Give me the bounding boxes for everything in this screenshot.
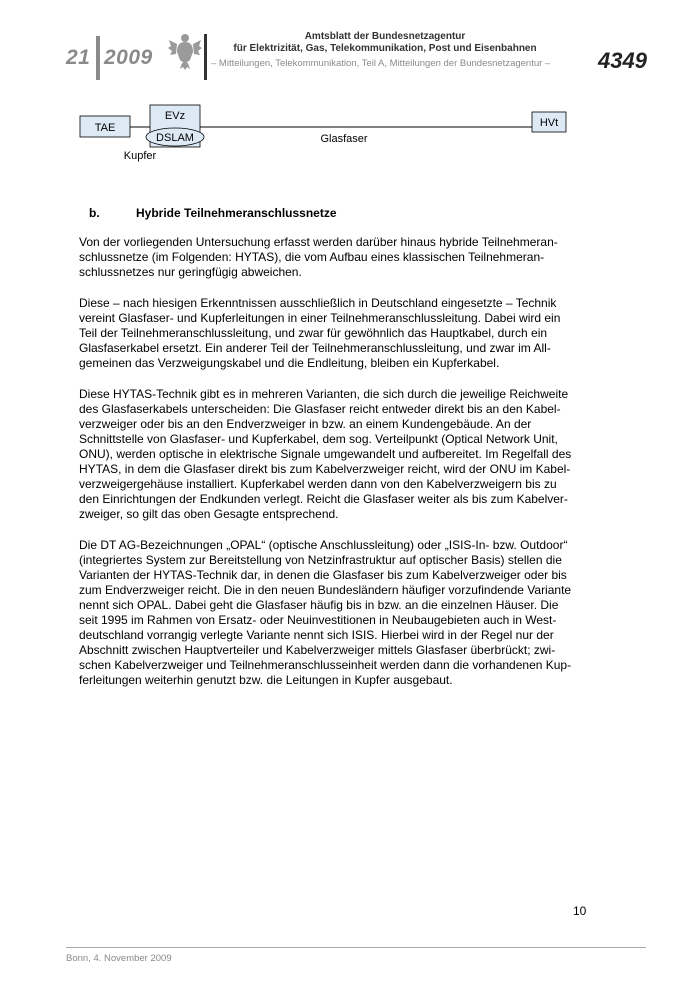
glasfaser-label: Glasfaser	[320, 133, 368, 145]
text-line: deutschland vorrangig verlegte Variante nennt sich ISIS. Hierbei wird in der Regel nur der	[79, 628, 554, 642]
text-line: Schnittstelle von Glasfaser- und Kupferkabel, dem sog. Verteilpunkt (Optical Network Unit,	[79, 432, 558, 446]
body-text	[79, 235, 599, 704]
text-line: nennt sich OPAL. Dabei geht die Glasfaser häufig bis in bzw. an die einzelnen Häuser. Die	[79, 598, 559, 612]
paragraph	[79, 235, 599, 280]
text-line: Abschnitt zwischen Hauptverteiler und Kabelverzweiger mittels Glasfaser überbrückt; zwi-	[79, 643, 556, 657]
text-line: schen Kabelverzweiger und Teilnehmeranschlusseinheit werden dann die vorhandenen Kup-	[79, 658, 572, 672]
text-line: HYTAS, in dem die Glasfaser direkt bis zum Kabelverzweiger reicht, wird der ONU im Kabel-	[79, 462, 571, 476]
kupfer-label: Kupfer	[123, 150, 157, 162]
text-line: verzweigergehäuse installiert. Kupferkabel werden dann von den Kabelverzweigern bis zu	[79, 477, 557, 491]
tae-label: TAE	[94, 122, 116, 134]
evz-label: EVz	[164, 110, 186, 122]
text-line: Diese HYTAS-Technik gibt es in mehreren Varianten, die sich durch die jeweilige Reichweite	[79, 387, 569, 401]
text-line: (integriertes System zur Bereitstellung von Netzinfrastruktur auf optischer Basis) stellen die	[79, 553, 562, 567]
journal-subtitle: für Elektrizität, Gas, Telekommunikation, Post und Eisenbahnen	[233, 43, 537, 54]
footer-divider	[66, 947, 646, 948]
text-line: verzweiger oder bis an den Endverzweiger in bzw. an einem Kundengebäude. An der	[79, 417, 532, 431]
text-line: Varianten der HYTAS-Technik dar, in denen die Glasfaser bis zum Kabelverzweiger oder bis	[79, 568, 567, 582]
text-line: zweiger, so gilt das oben Gesagte entsprechend.	[79, 507, 339, 521]
federal-eagle-icon	[168, 30, 202, 70]
text-line: den Einrichtungen der Endkunden verlegt. Reicht die Glasfaser weiter als bis zum Kabelver-	[79, 492, 568, 506]
issue-number: 21	[66, 46, 91, 69]
footer-place-date: Bonn, 4. November 2009	[66, 953, 172, 964]
section-letter: b.	[89, 206, 100, 220]
header-divider-dark	[204, 34, 207, 80]
paragraph	[79, 538, 599, 688]
journal-section: – Mitteilungen, Telekommunikation, Teil A, Mitteilungen der Bundesnetzagentur –	[211, 58, 551, 69]
text-line: gemeinen das Verzweigungskabel und die Endleitung, bleiben ein Kupferkabel.	[79, 356, 500, 370]
text-line: ferleitungen weiterhin genutzt bzw. die Leitungen in Kupfer ausgebaut.	[79, 673, 453, 687]
journal-page-number: 4349	[598, 48, 647, 73]
hvt-label: HVt	[539, 117, 559, 129]
text-line: schlussnetze (im Folgenden: HYTAS), die vom Aufbau eines klassischen Teilnehmeran-	[79, 250, 545, 264]
text-line: schlussnetzes nur geringfügig abweichen.	[79, 265, 302, 279]
text-line: seit 1995 im Rahmen von Ersatz- oder Neuinvestitionen in Neubaugebieten auch in West-	[79, 613, 557, 627]
text-line: Von der vorliegenden Untersuchung erfasst werden darüber hinaus hybride Teilnehmeran-	[79, 235, 558, 249]
header-divider	[96, 36, 100, 80]
text-line: Teil der Teilnehmeranschlussleitung, und zwar für gewöhnlich das Hauptkabel, durch ein	[79, 326, 548, 340]
section-title: Hybride Teilnehmeranschlussnetze	[136, 206, 337, 220]
journal-title: Amtsblatt der Bundesnetzagentur	[304, 31, 466, 42]
text-line: des Glasfaserkabels unterscheiden: Die Glasfaser reicht entweder direkt bis an den Kabel-	[79, 402, 561, 416]
paragraph	[79, 387, 599, 522]
network-diagram	[70, 98, 590, 168]
issue-year: 2009	[104, 46, 153, 69]
dslam-label: DSLAM	[156, 132, 194, 144]
document-page-number: 10	[573, 904, 587, 918]
text-line: Die DT AG-Bezeichnungen „OPAL“ (optische Anschlussleitung) oder „ISIS-In- bzw. Outdoor“	[79, 538, 568, 552]
text-line: Glasfaserkabel ersetzt. Ein anderer Teil der Teilnehmeranschlussleitung, und zwar im All-	[79, 341, 551, 355]
paragraph	[79, 296, 599, 371]
text-line: Diese – nach hiesigen Erkenntnissen ausschließlich in Deutschland eingesetzte – Technik	[79, 296, 557, 310]
text-line: zum Endverzweiger reicht. Die in den neuen Bundesländern häufiger vorzufindende Variante	[79, 583, 572, 597]
text-line: ONU), werden optische in elektrische Signale umgewandelt und aufbereitet. Im Regelfall des	[79, 447, 572, 461]
text-line: vereint Glasfaser- und Kupferleitungen in einer Teilnehmeranschlussleitung. Dabei wird ein	[79, 311, 561, 325]
